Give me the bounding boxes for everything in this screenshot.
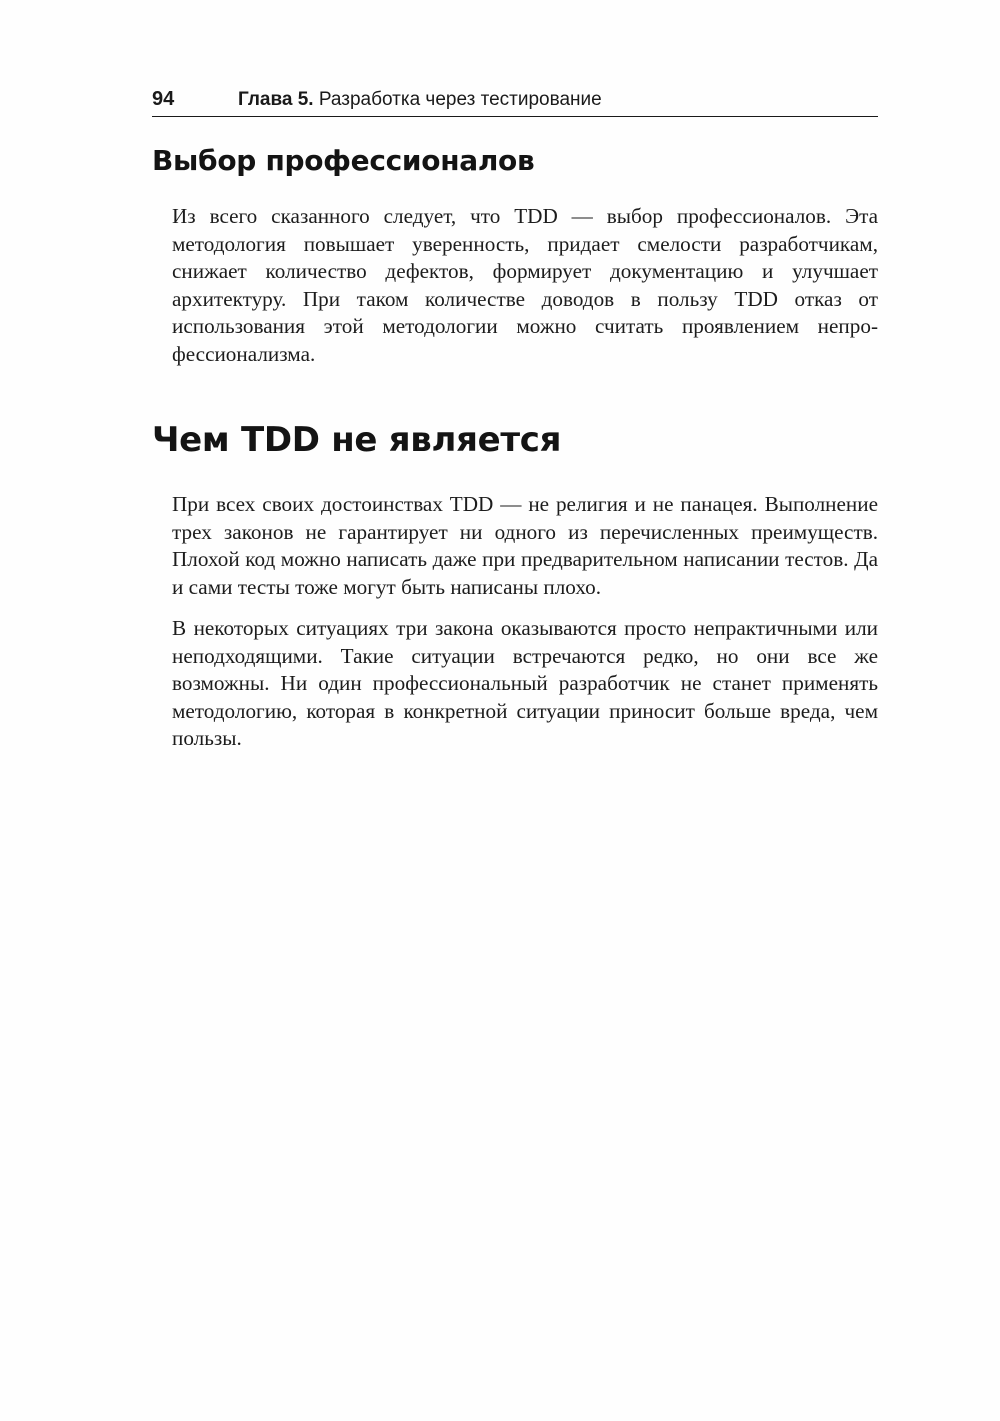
paragraph: Из всего сказанного следует, что TDD — выбор профессионалов. Эта методология повышает уверенность, придает смелости разработчикам, снижает количество дефектов, формирует документацию и улучшает архитектуру. При таком количестве доводов в пользу TDD отказ от использования этой методологии можно считать проявлением непрофессионализма. (172, 204, 878, 366)
paragraph: В некоторых ситуациях три закона оказываются просто непрактичными или неподходящими. Такие ситуации встречаются редко, но они все же возможны. Ни один профессиональный разработчик не станет применять методологию, которая в конкретной ситуации приносит больше вреда, чем пользы. (172, 616, 878, 751)
section-heading-what-tdd-is-not: Чем TDD не является (152, 420, 562, 460)
chapter-title (238, 89, 602, 111)
page-number: 94 (152, 88, 175, 110)
running-head (152, 86, 878, 117)
section-heading-professionals-choice: Выбор профессионалов (152, 144, 535, 177)
paragraph: При всех своих достоинствах TDD — не религия и не панацея. Выполнение трех законов не гарантирует ни одного из перечисленных преимуществ. Плохой код можно написать даже при предварительном написании тестов. Да и сами тесты тоже могут быть написаны плохо. (172, 492, 878, 599)
chapter-name: Разработка через тестирование (318, 89, 602, 110)
chapter-label: Глава 5. (238, 89, 314, 110)
